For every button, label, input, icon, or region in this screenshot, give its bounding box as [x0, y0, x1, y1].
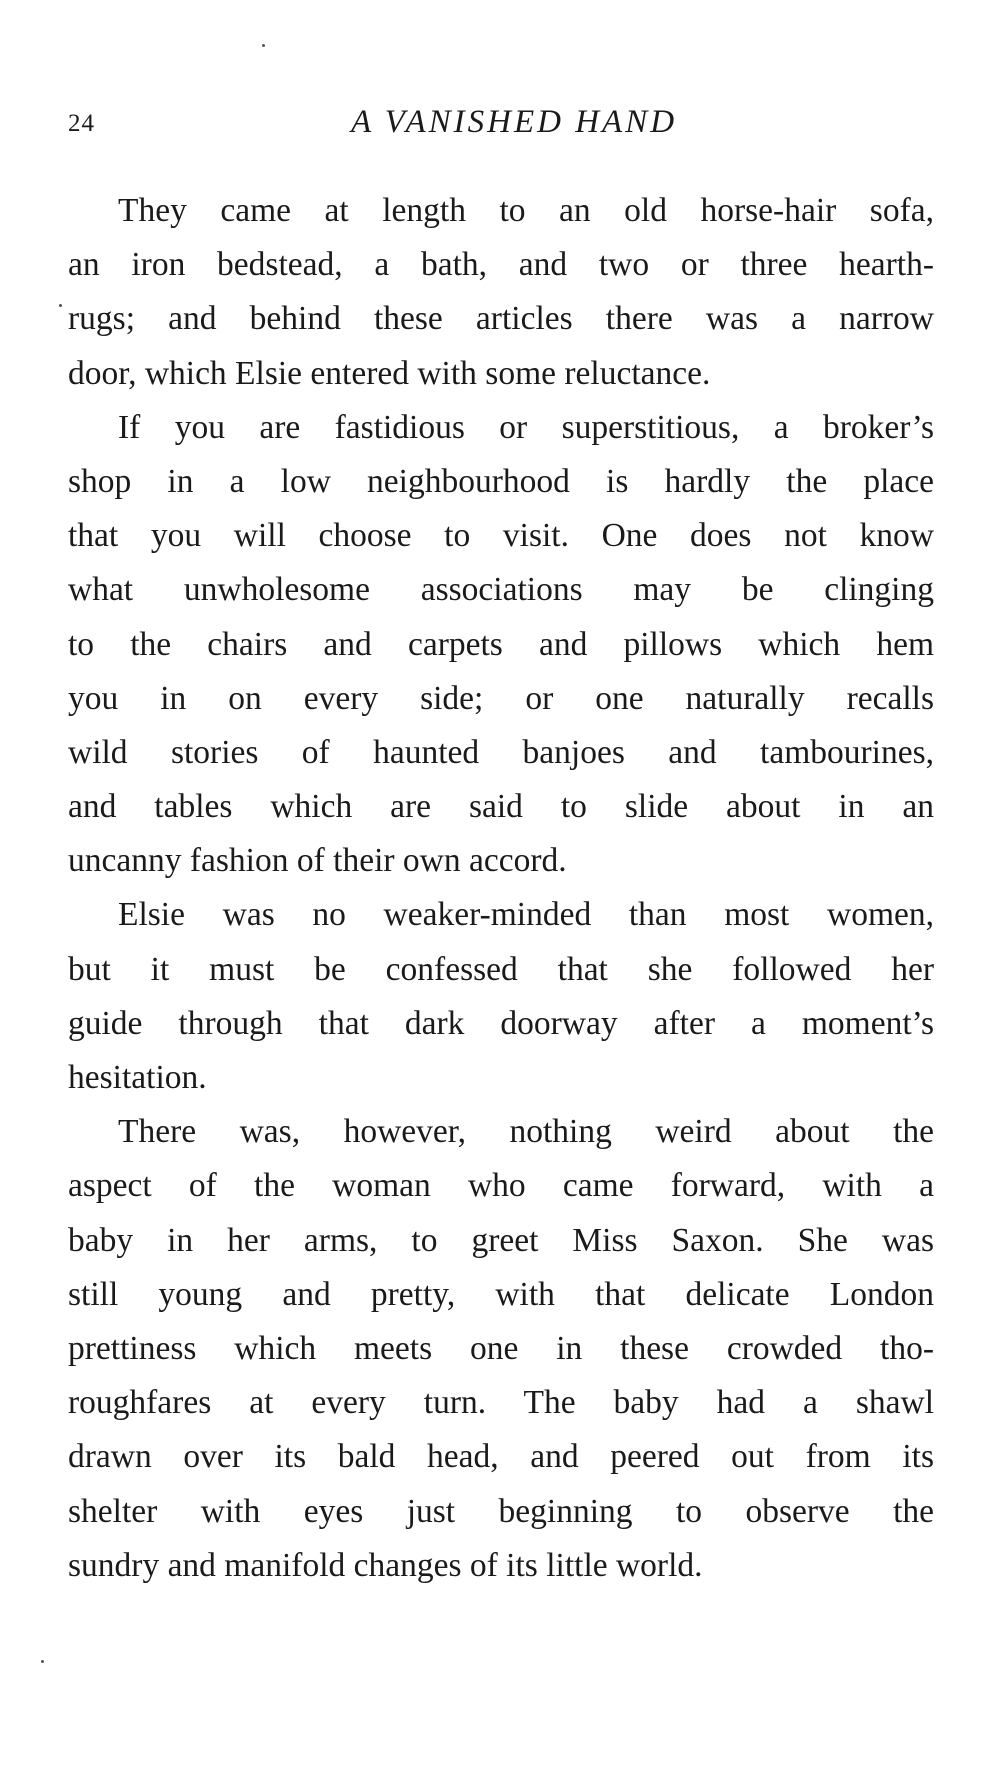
paper-speck — [262, 44, 265, 47]
text-line: still young and pretty, with that delicate London — [68, 1275, 934, 1313]
text-line: drawn over its bald head, and peered out from its — [68, 1438, 934, 1476]
text-line: Elsie was no weaker-minded than most women, — [118, 896, 934, 934]
text-line: shelter with eyes just beginning to observe the — [68, 1492, 934, 1530]
text-line: you in on every side; or one naturally recalls — [68, 679, 934, 717]
text-line: and tables which are said to slide about in an — [68, 788, 934, 826]
text-line: baby in her arms, to greet Miss Saxon. She was — [68, 1221, 934, 1259]
paragraph — [68, 888, 934, 1105]
text-line: wild stories of haunted banjoes and tambourines, — [68, 733, 934, 771]
running-title: A VANISHED HAND — [350, 104, 678, 140]
text-line: prettiness which meets one in these crowded tho- — [68, 1329, 934, 1367]
text-line: hesitation. — [68, 1059, 207, 1096]
paper-speck — [59, 304, 62, 307]
text-line: roughfares at every turn. The baby had a shawl — [68, 1384, 934, 1422]
text-line: but it must be confessed that she followed her — [68, 950, 934, 988]
text-line: that you will choose to visit. One does not know — [68, 517, 934, 555]
text-line: aspect of the woman who came forward, with a — [68, 1167, 934, 1205]
text-line: door, which Elsie entered with some reluctance. — [68, 354, 711, 392]
text-line: what unwholesome associations may be clinging — [68, 571, 934, 609]
text-line: uncanny fashion of their own accord. — [68, 842, 567, 880]
text-line: If you are fastidious or superstitious, a broker’s — [118, 408, 934, 446]
text-line: an iron bedstead, a bath, and two or three hearth- — [68, 246, 934, 284]
text-line: to the chairs and carpets and pillows which hem — [68, 625, 934, 663]
text-line: shop in a low neighbourhood is hardly the place — [68, 462, 934, 500]
text-line: sundry and manifold changes of its little world. — [68, 1546, 703, 1584]
running-head — [68, 104, 940, 148]
paragraph — [68, 184, 934, 401]
text-line: rugs; and behind these articles there was a narrow — [68, 300, 934, 338]
text-line: There was, however, nothing weird about the — [118, 1113, 934, 1151]
paragraph — [68, 1105, 934, 1593]
page-number: 24 — [68, 110, 95, 137]
text-line: guide through that dark doorway after a moment’s — [68, 1004, 934, 1042]
paper-speck — [41, 1660, 44, 1663]
paragraph — [68, 401, 934, 889]
text-line: They came at length to an old horse-hair sofa, — [118, 192, 934, 229]
body-text — [68, 184, 934, 1593]
